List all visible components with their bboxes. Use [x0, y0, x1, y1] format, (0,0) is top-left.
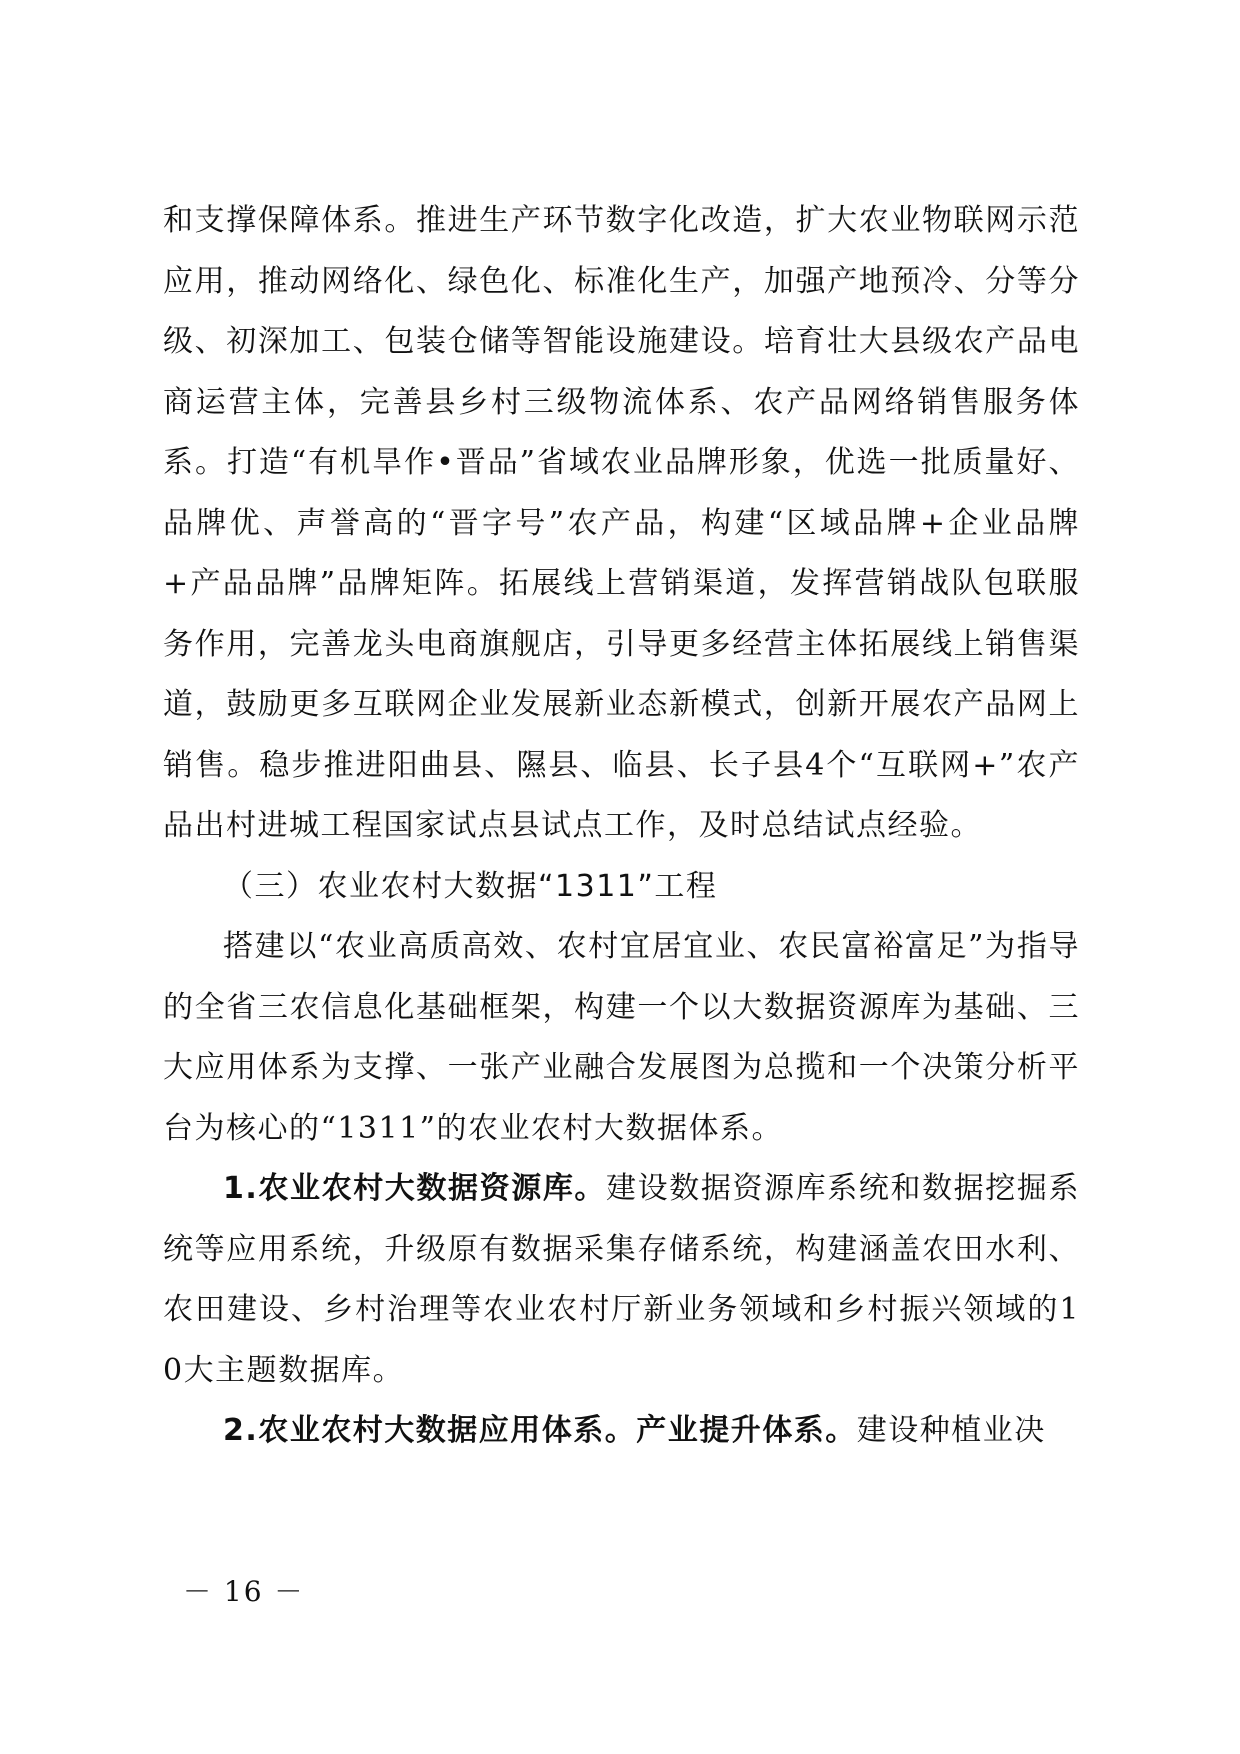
item-title: 1.农业农村大数据资源库。	[223, 1171, 607, 1206]
item-title: 2.农业农村大数据应用体系。产业提升体系。	[223, 1413, 857, 1448]
item-body: 建设种植业决	[856, 1413, 1046, 1448]
body-paragraph: 和支撑保障体系。推进生产环节数字化改造，扩大农业物联网示范应用，推动网络化、绿色化、标准化生产，加强产地预冷、分等分级、初深加工、包装仓储等智能设施建设。培育壮大县级农产品电商运营主体，完善县乡村三级物流体系、农产品网络销售服务体系。打造“有机旱作•晋品”省域农业品牌形象，优选一批质量好、品牌优、声誉高的“晋字号”农产品，构建“区域品牌+企业品牌+产品品牌”品牌矩阵。拓展线上营销渠道，发挥营销战队包联服务作用，完善龙头电商旗舰店，引导更多经营主体拓展线上销售渠道，鼓励更多互联网企业发展新业态新模式，创新开展农产品网上销售。稳步推进阳曲县、隰县、临县、长子县4个“互联网+”农产品出村进城工程国家试点县试点工作，及时总结试点经验。	[163, 203, 1080, 843]
numbered-item-2	[163, 1401, 1080, 1462]
document-body	[163, 191, 1080, 1462]
page-number: － 16 －	[183, 1575, 305, 1608]
section-heading: （三）农业农村大数据“1311”工程	[223, 868, 718, 904]
item-body: 建设数据资源库系统和数据挖掘系统等应用系统，升级原有数据采集存储系统，构建涵盖农田水利、农田建设、乡村治理等农业农村厅新业务领域和乡村振兴领域的10大主题数据库。	[163, 1171, 1080, 1388]
body-paragraph: 搭建以“农业高质高效、农村宜居宜业、农民富裕富足”为指导的全省三农信息化基础框架，构建一个以大数据资源库为基础、三大应用体系为支撑、一张产业融合发展图为总揽和一个决策分析平台为核心的“1311”的农业农村大数据体系。	[163, 929, 1080, 1146]
numbered-item-1	[163, 1159, 1080, 1401]
